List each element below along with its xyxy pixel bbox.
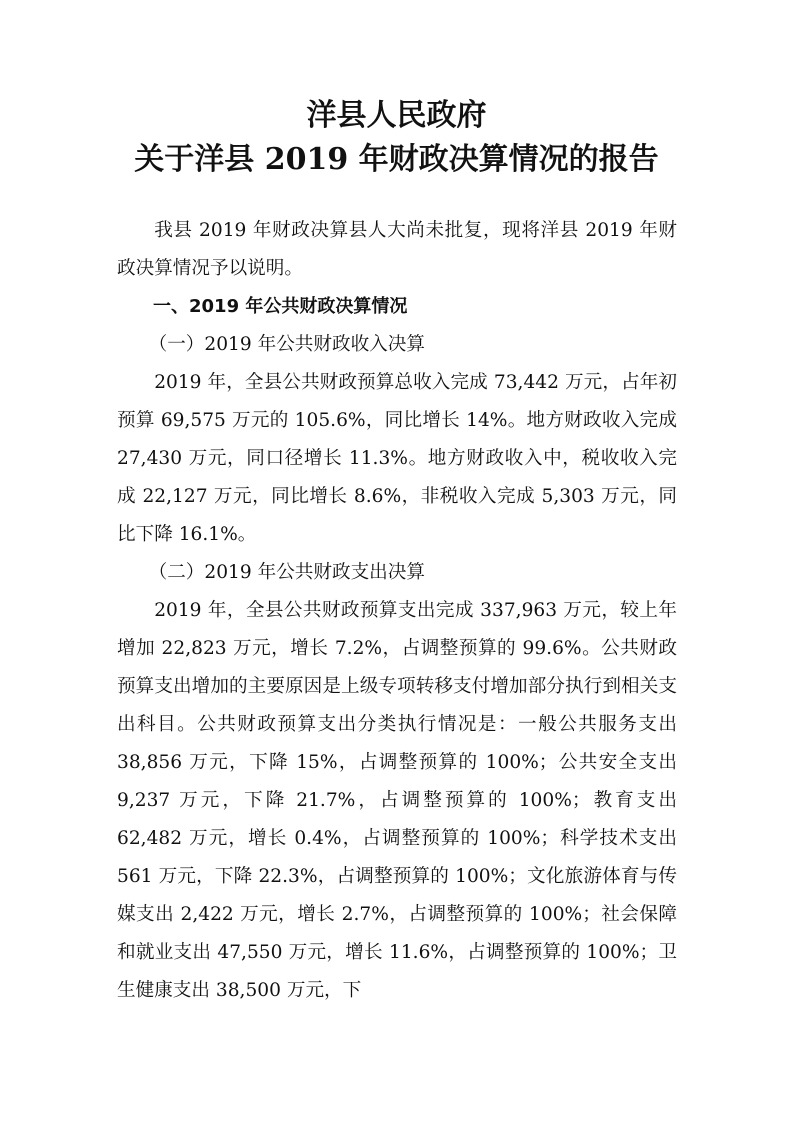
subsection-heading-revenue: （一）2019 年公共财政收入决算: [148, 334, 425, 355]
revenue-paragraph: 2019 年，全县公共财政预算总收入完成 73,442 万元，占年初预算 69,575 万元的 105.6%，同比增长 14%。地方财政收入完成 27,430 万元，同口径增长 11.3%。地方财政收入中，税收收入完成 22,127 万元，同比增长 8.6%，非税收入完成 5,303 万元，同比下降 16.1%。: [117, 372, 677, 545]
intro-paragraph: 我县 2019 年财政决算县人大尚未批复，现将洋县 2019 年财政决算情况予以说明。: [117, 220, 677, 279]
expenditure-paragraph: 2019 年，全县公共财政预算支出完成 337,963 万元，较上年增加 22,823 万元，增长 7.2%，占调整预算的 99.6%。公共财政预算支出增加的主要原因是上级专项转移支付增加部分执行到相关支出科目。公共财政预算支出分类执行情况是：一般公共服务支出 38,856 万元，下降 15%，占调整预算的 100%；公共安全支出 9,237 万元，下降 21.7%，占调整预算的 100%；教育支出 62,482 万元，增长 0.4%，占调整预算的 100%；科学技术支出 561 万元，下降 22.3%，占调整预算的 100%；文化旅游体育与传媒支出 2,422 万元，增长 2.7%，占调整预算的 100%；社会保障和就业支出 47,550 万元，增长 11.6%，占调整预算的 100%；卫生健康支出 38,500 万元，下: [117, 600, 677, 1001]
document-body: [117, 212, 677, 1010]
document-title-line2: 关于洋县 2019 年财政决算情况的报告: [134, 142, 659, 177]
document-title-line1: 洋县人民政府: [306, 98, 487, 133]
section-heading-1: 一、2019 年公共财政决算情况: [153, 296, 408, 317]
subsection-heading-expenditure: （二）2019 年公共财政支出决算: [148, 562, 425, 583]
